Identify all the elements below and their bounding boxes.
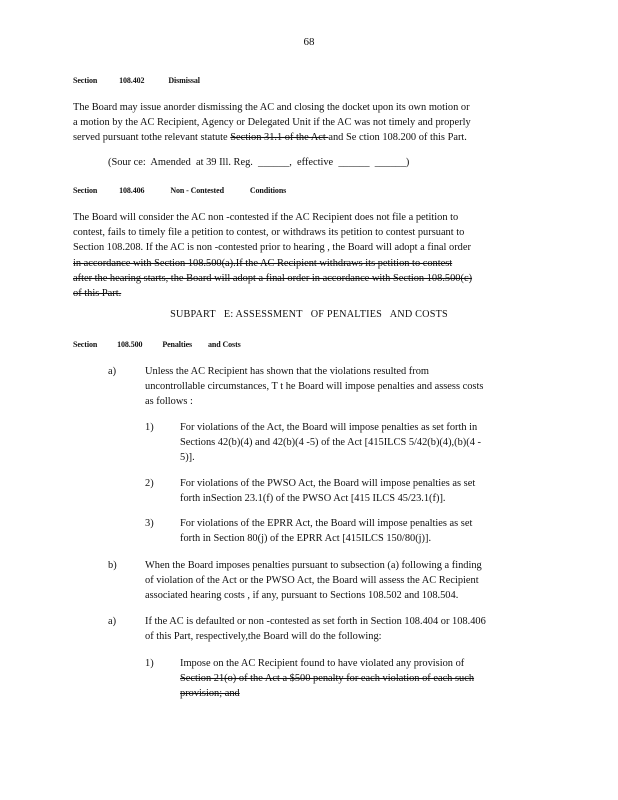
struck-line: Section 21(o) of the Act a $500 penalty for each violation of each such [180,673,475,685]
body-line: Impose on the AC Recipient found to have violated any provision of [180,658,465,669]
section-number: 108.500 [117,340,143,349]
body-line: Unless the AC Recipient has shown that the violations resulted from [145,366,429,377]
body-line: of violation of the Act or the PWSO Act, the Board will assess the AC Recipient [145,575,479,587]
subsection-a [145,364,527,410]
item-label: 2) [145,478,154,489]
body-line: Sections 42(b)(4) and 42(b)(4 -5) of the Act [415ILCS 5/42(b)(4),(b)(4 - [180,437,481,449]
subpart-heading: SUBPART E: ASSESSMENT OF PENALTIES AND COSTS [170,309,448,320]
body-line: forth inSection 23.1(f) of the PWSO Act [415 ILCS 45/23.1(f)]. [180,493,446,505]
section-title: Non - Contested [170,186,224,195]
struck-line: after the hearing starts, the Board will adopt a final order in accordance with Section 108.500(c) [73,272,473,284]
section-number: 108.406 [119,186,145,195]
body-line: forth in Section 80(j) of the EPRR Act [415ILCS 150/80(j)]. [180,533,432,545]
item-label: 1) [145,658,154,669]
subsection-b [145,558,527,604]
body-line: If the AC is defaulted or non -contested as set forth in Section 108.404 or 108.406 [145,616,486,627]
section-label: Section [73,340,98,349]
section-500-heading [73,340,241,349]
item-label: 1) [145,422,154,433]
body-line: contest, fails to timely file a petition to contest, or withdraws its petition to contest pursuant to [73,227,465,239]
section-number: 108.402 [119,76,145,85]
section-402-body [73,100,533,146]
item-2 [180,476,528,506]
body-line: The Board may issue anorder dismissing the AC and closing the docket upon its own motion or [73,102,470,113]
section-title: and Costs [207,340,241,349]
item-c1 [180,656,528,702]
body-line: For violations of the EPRR Act, the Board will impose penalties as set [180,518,473,529]
section-label: Section [73,186,98,195]
page-number: 68 [303,36,315,48]
body-line: 5)]. [180,452,195,464]
body-line: For violations of the Act, the Board will impose penalties as set forth in [180,422,478,433]
body-line: For violations of the PWSO Act, the Board will impose penalties as set [180,478,476,489]
source-note: (Sour ce: Amended at 39 Ill. Reg. ______, effective ______ ______) [108,157,410,168]
subsection-c [145,614,533,644]
section-406-heading [73,186,286,195]
struck-line: in accordance with Section 108.500(a).If the AC Recipient withdraws its petition to contest [73,257,453,269]
body-text: and Se ction 108.200 of this Part. [328,132,467,144]
item-label: a) [108,616,117,627]
item-label: b) [108,560,117,571]
section-title: Dismissal [168,76,200,85]
section-402-heading [73,76,200,85]
body-line: The Board will consider the AC non -contested if the AC Recipient does not file a petition to [73,212,459,223]
struck-line: provision; and [180,688,240,700]
body-line: as follows : [145,396,193,408]
body-line: associated hearing costs , if any, pursuant to Sections 108.502 and 108.504. [145,590,459,602]
body-line: When the Board imposes penalties pursuant to subsection (a) following a finding [145,560,482,571]
body-line: uncontrollable circumstances, T t he Board will impose penalties and assess costs [145,381,484,393]
item-label: 3) [145,518,154,529]
body-text: served pursuant tothe relevant statute [73,132,231,144]
section-406-body [73,210,533,301]
section-title: Penalties [162,340,193,349]
body-line: of this Part, respectively,the Board will do the following: [145,631,382,643]
item-label: a) [108,366,117,377]
struck-text: Section 31.1 of the Act [230,132,329,144]
item-1 [180,420,528,466]
body-line: Section 108.208. If the AC is non -contested prior to hearing , the Board will adopt a final order [73,242,471,254]
body-line: a motion by the AC Recipient, Agency or Delegated Unit if the AC was not timely and properly [73,117,471,129]
item-3 [180,516,528,546]
struck-line: of this Part. [73,288,122,300]
body-line [73,130,533,145]
section-label: Section [73,76,98,85]
section-title: Conditions [249,186,287,195]
